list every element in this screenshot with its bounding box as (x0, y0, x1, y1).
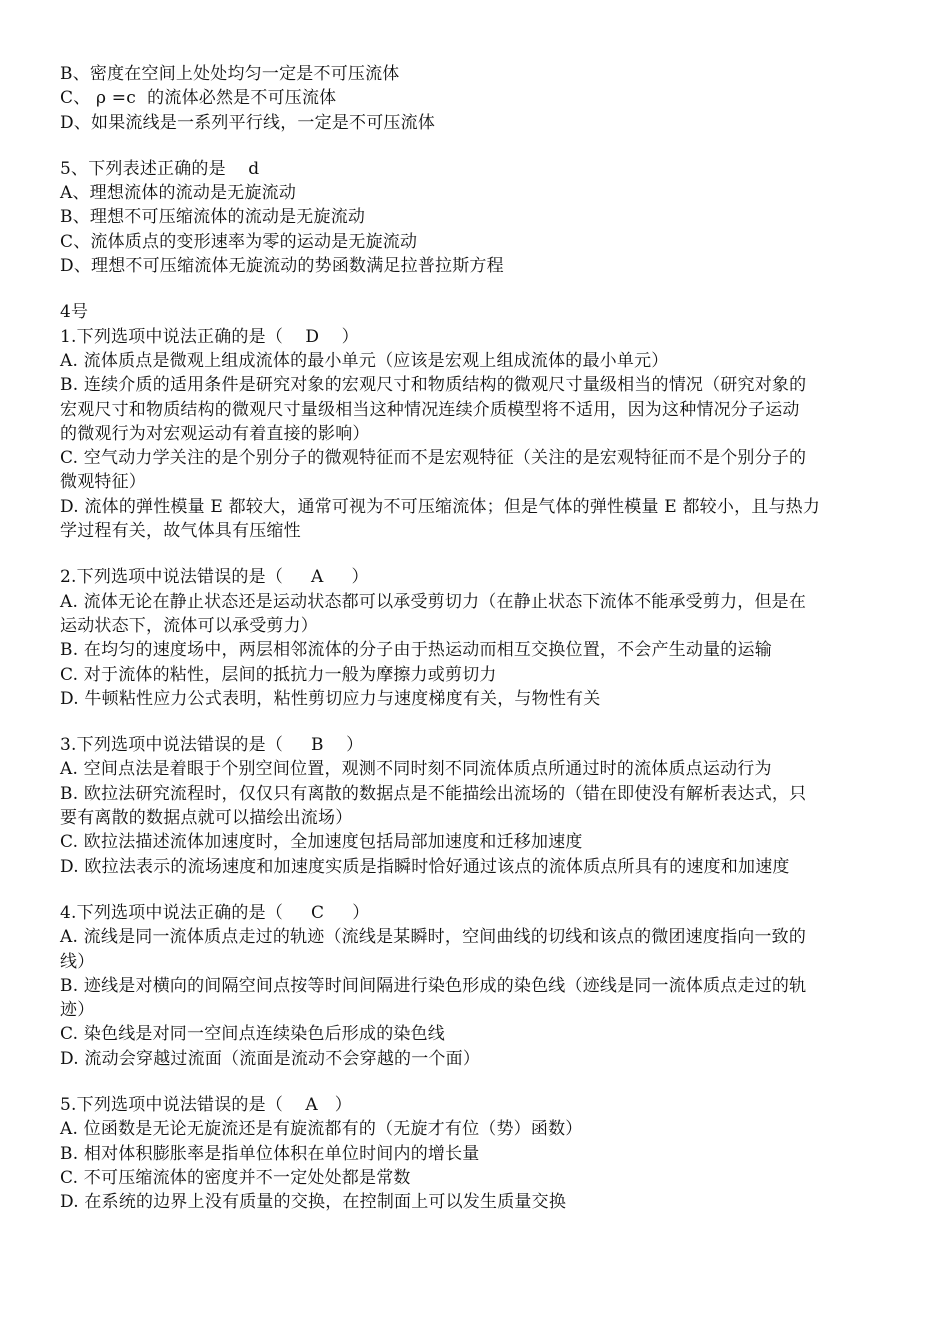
text-line: A. 空间点法是着眼于个别空间位置，观测不同时刻不同流体质点所通过时的流体质点运动行为 (60, 759, 772, 780)
text-line: 2.下列选项中说法错误的是（ A ） (60, 567, 369, 588)
text-line: A. 流体无论在静止状态还是运动状态都可以承受剪切力（在静止状态下流体不能承受剪力，但是在 (60, 591, 807, 612)
text-line: B、密度在空间上处处均匀一定是不可压流体 (60, 64, 400, 84)
text-line: 1.下列选项中说法正确的是（ D ） (60, 326, 359, 347)
text-line: C、 ρ =c 的流体必然是不可压流体 (60, 88, 337, 109)
text-line: A. 位函数是无论无旋流还是有旋流都有的（无旋才有位（势）函数） (60, 1119, 583, 1140)
text-line: C. 染色线是对同一空间点连续染色后形成的染色线 (60, 1024, 446, 1045)
section-5 (60, 901, 910, 1071)
text-line: B. 欧拉法研究流程时，仅仅只有离散的数据点是不能描绘出流场的（错在即使没有解析表达式，只 (60, 783, 807, 804)
text-line: 3.下列选项中说法错误的是（ B ） (60, 735, 364, 756)
text-line: C. 欧拉法描述流体加速度时，全加速度包括局部加速度和迁移加速度 (60, 832, 583, 853)
text-line: 5、下列表述正确的是 d (60, 158, 260, 179)
text-line: 5.下列选项中说法错误的是（ A ） (60, 1094, 352, 1115)
text-line: 要有离散的数据点就可以描绘出流场） (60, 808, 353, 829)
text-line: C. 不可压缩流体的密度并不一定处处都是常数 (60, 1167, 411, 1188)
text-line: C. 对于流体的粘性，层间的抵抗力一般为摩擦力或剪切力 (60, 664, 497, 685)
text-line: D. 在系统的边界上没有质量的交换，在控制面上可以发生质量交换 (60, 1192, 567, 1213)
text-line: D. 牛顿粘性应力公式表明，粘性剪切应力与速度梯度有关，与物性有关 (60, 688, 601, 709)
section-2 (60, 300, 910, 543)
section-1 (60, 157, 910, 278)
text-line: 4.下列选项中说法正确的是（ C ） (60, 902, 370, 923)
text-line: A、理想流体的流动是无旋流动 (60, 183, 297, 204)
text-line: A. 流线是同一流体质点走过的轨迹（流线是某瞬时，空间曲线的切线和该点的微团速度指向一致的 (60, 927, 807, 948)
text-line: B、理想不可压缩流体的流动是无旋流动 (60, 207, 366, 228)
text-line: 微观特征） (60, 472, 146, 493)
text-line: D. 欧拉法表示的流场速度和加速度实质是指瞬时恰好通过该点的流体质点所具有的速度和加速度 (60, 856, 790, 877)
text-line: 的微观行为对宏观运动有着直接的影响） (60, 423, 370, 444)
section-0 (60, 62, 910, 135)
text-line: 运动状态下，流体可以承受剪力） (60, 615, 318, 636)
text-line: B. 连续介质的适用条件是研究对象的宏观尺寸和物质结构的微观尺寸量级相当的情况（研究对象的 (60, 375, 807, 396)
text-line: 宏观尺寸和物质结构的微观尺寸量级相当这种情况连续介质模型将不适用，因为这种情况分子运动 (60, 399, 800, 420)
section-6 (60, 1093, 910, 1214)
text-line: D、如果流线是一系列平行线，一定是不可压流体 (60, 112, 436, 133)
text-line: D. 流体的弹性模量 E 都较大，通常可视为不可压缩流体；但是气体的弹性模量 E 都较小，且与热力 (60, 496, 821, 517)
text-line: C、流体质点的变形速率为零的运动是无旋流动 (60, 231, 418, 252)
text-line: B. 在均匀的速度场中，两层相邻流体的分子由于热运动而相互交换位置，不会产生动量的运输 (60, 640, 772, 661)
text-line: A. 流体质点是微观上组成流体的最小单元（应该是宏观上组成流体的最小单元） (60, 350, 669, 371)
text-line: D、理想不可压缩流体无旋流动的势函数满足拉普拉斯方程 (60, 256, 504, 277)
text-line: 迹） (60, 1000, 95, 1021)
text-line: 学过程有关，故气体具有压缩性 (60, 521, 301, 542)
text-line: D. 流动会穿越过流面（流面是流动不会穿越的一个面） (60, 1048, 481, 1069)
section-4 (60, 733, 910, 879)
text-line: 线） (60, 951, 95, 972)
section-3 (60, 565, 910, 711)
text-line: C. 空气动力学关注的是个别分子的微观特征而不是宏观特征（关注的是宏观特征而不是个别分子的 (60, 448, 807, 469)
text-line: B. 相对体积膨胀率是指单位体积在单位时间内的增长量 (60, 1143, 480, 1164)
text-line: B. 迹线是对横向的间隔空间点按等时间间隔进行染色形成的染色线（迹线是同一流体质点走过的轨 (60, 975, 807, 996)
text-line: 4号 (60, 302, 89, 323)
